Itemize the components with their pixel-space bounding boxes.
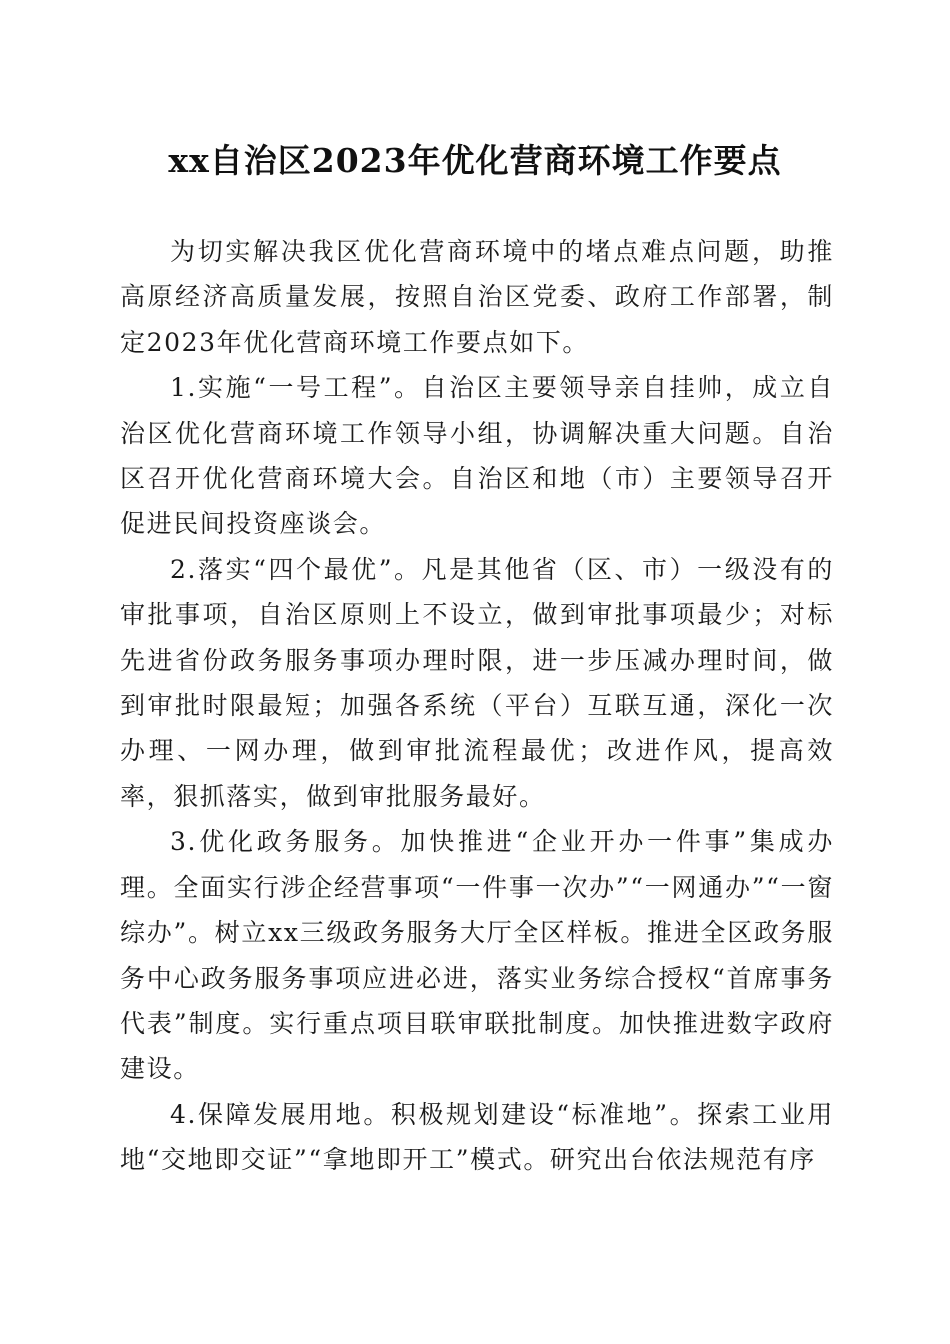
paragraph-item-2: 2.落实“四个最优”。凡是其他省（区、市）一级没有的审批事项，自治区原则上不设立，做到审批事项最少；对标先进省份政务服务事项办理时限，进一步压减办理时间，做到审批时限最短；加强各系统（平台）互联互通，深化一次办理、一网办理，做到审批流程最优；改进作风，提高效率，狠抓落实，做到审批服务最好。 bbox=[120, 554, 834, 811]
document-body bbox=[120, 229, 834, 1183]
document-title: xx自治区2023年优化营商环境工作要点 bbox=[168, 141, 782, 180]
paragraph-item-1: 1.实施“一号工程”。自治区主要领导亲自挂帅，成立自治区优化营商环境工作领导小组，协调解决重大问题。自治区召开优化营商环境大会。自治区和地（市）主要领导召开促进民间投资座谈会。 bbox=[120, 373, 834, 539]
paragraph-item-4: 4.保障发展用地。积极规划建设“标准地”。探索工业用地“交地即交证”“拿地即开工”模式。研究出台依法规范有序 bbox=[120, 1099, 834, 1175]
paragraph-item-3: 3.优化政务服务。加快推进“企业开办一件事”集成办理。全面实行涉企经营事项“一件事一次办”“一网通办”“一窗综办”。树立xx三级政务服务大厅全区样板。推进全区政务服务中心政务服务事项应进必进，落实业务综合授权“首席事务代表”制度。实行重点项目联审联批制度。加快推进数字政府建设。 bbox=[120, 827, 834, 1084]
paragraph-intro: 为切实解决我区优化营商环境中的堵点难点问题，助推高原经济高质量发展，按照自治区党委、政府工作部署，制定2023年优化营商环境工作要点如下。 bbox=[120, 237, 834, 357]
